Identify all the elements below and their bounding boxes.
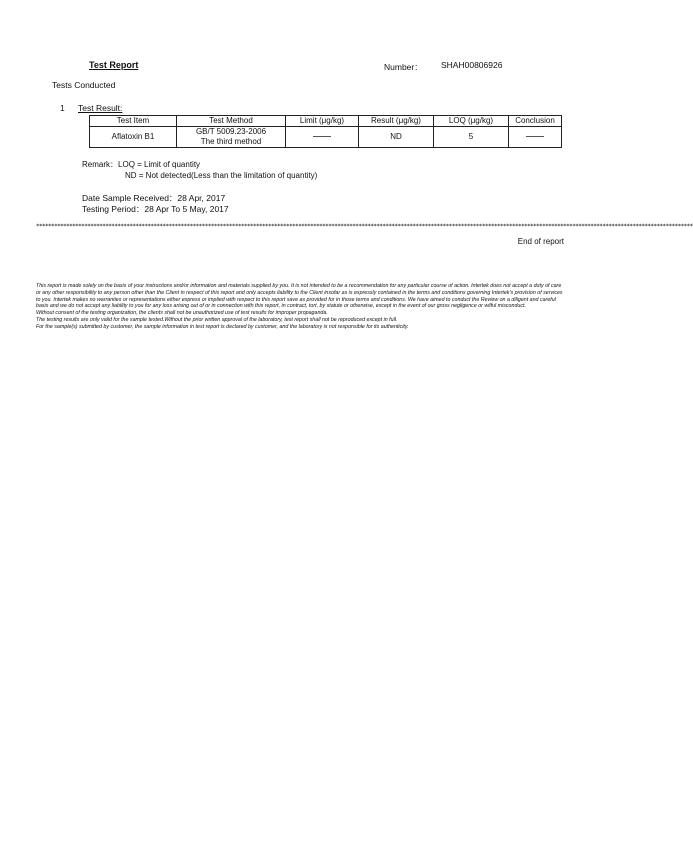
header-loq: LOQ (μg/kg): [434, 116, 509, 127]
disclaimer-paragraph: For the sample(s) submitted by customer, the sample information in test report is declared by customer, and the laboratory is not responsible for its authenticity.: [36, 323, 409, 330]
report-number-value: SHAH00806926: [441, 60, 503, 70]
cell-result: ND: [359, 127, 434, 148]
cell-limit-dash: [313, 136, 331, 137]
disclaimer-paragraph: Without consent of the testing organization, the clients shall not be unauthorized use of test results for improper propaganda.: [36, 310, 328, 317]
remark-loq-definition: LOQ = Limit of quantity: [118, 160, 201, 169]
cell-test-method-line1: GB/T 5009.23-2006: [195, 127, 267, 136]
dates-block: [82, 193, 229, 215]
cell-test-item: Aflatoxin B1: [90, 127, 177, 148]
table-header-row: [90, 116, 562, 127]
testing-period: Testing Period：28 Apr To 5 May, 2017: [82, 204, 229, 214]
section-title: Test Result:: [78, 103, 123, 113]
cell-test-method-line2: The third method: [200, 137, 262, 146]
report-title: Test Report: [89, 60, 139, 70]
header-limit: Limit (μg/kg): [286, 116, 359, 127]
end-of-report: End of report: [517, 237, 564, 246]
cell-limit: [286, 127, 359, 148]
disclaimer-paragraph: The testing results are only valid for the sample tested.Without the prior written approval of the laboratory, test report shall not be reproduced except in full.: [36, 316, 398, 323]
date-sample-received: Date Sample Received：28 Apr, 2017: [82, 193, 226, 203]
remark-line-1: [82, 159, 317, 170]
cell-conclusion: [509, 127, 562, 148]
cell-loq: 5: [434, 127, 509, 148]
header-conclusion: Conclusion: [509, 116, 562, 127]
header-result: Result (μg/kg): [359, 116, 434, 127]
cell-conclusion-dash: [526, 136, 544, 137]
test-result-table: [89, 115, 562, 148]
remark-block: [82, 159, 317, 181]
tests-conducted-heading: Tests Conducted: [52, 80, 116, 90]
disclaimer-paragraph: This report is made solely on the basis of your instructions and/or information and materials supplied by you. It is not intended to be a recommendation for any particular course of action. Intertek does not accept a duty of care or any other responsibility to any person other than the Client in respect of this report and only accepts liability to the Client insofar as is expressly contained in the terms and conditions governing Intertek's provision of services to you. Intertek makes no warranties or representations either express or implied with respect to this report save as provided for in those terms and conditions. We have aimed to conduct the Review on a diligent and careful basis and we do not accept any liability to you for any loss arising out of or in connection with this report, in contract, tort, by statute or otherwise, except in the event of our gross negligence or wilful misconduct.: [36, 283, 563, 310]
cell-test-method: [177, 127, 286, 148]
table-row: [90, 127, 562, 148]
remark-label: Remark：: [82, 160, 119, 169]
star-separator: **************************************************************************************************************************************************************************************************************************: [36, 223, 693, 230]
disclaimer-block: [36, 283, 564, 331]
section-number: 1: [60, 103, 65, 113]
remark-nd-definition: ND = Not detected(Less than the limitation of quantity): [125, 171, 318, 180]
header-test-item: Test Item: [90, 116, 177, 127]
header-test-method: Test Method: [177, 116, 286, 127]
report-number-label: Number：: [384, 62, 423, 72]
